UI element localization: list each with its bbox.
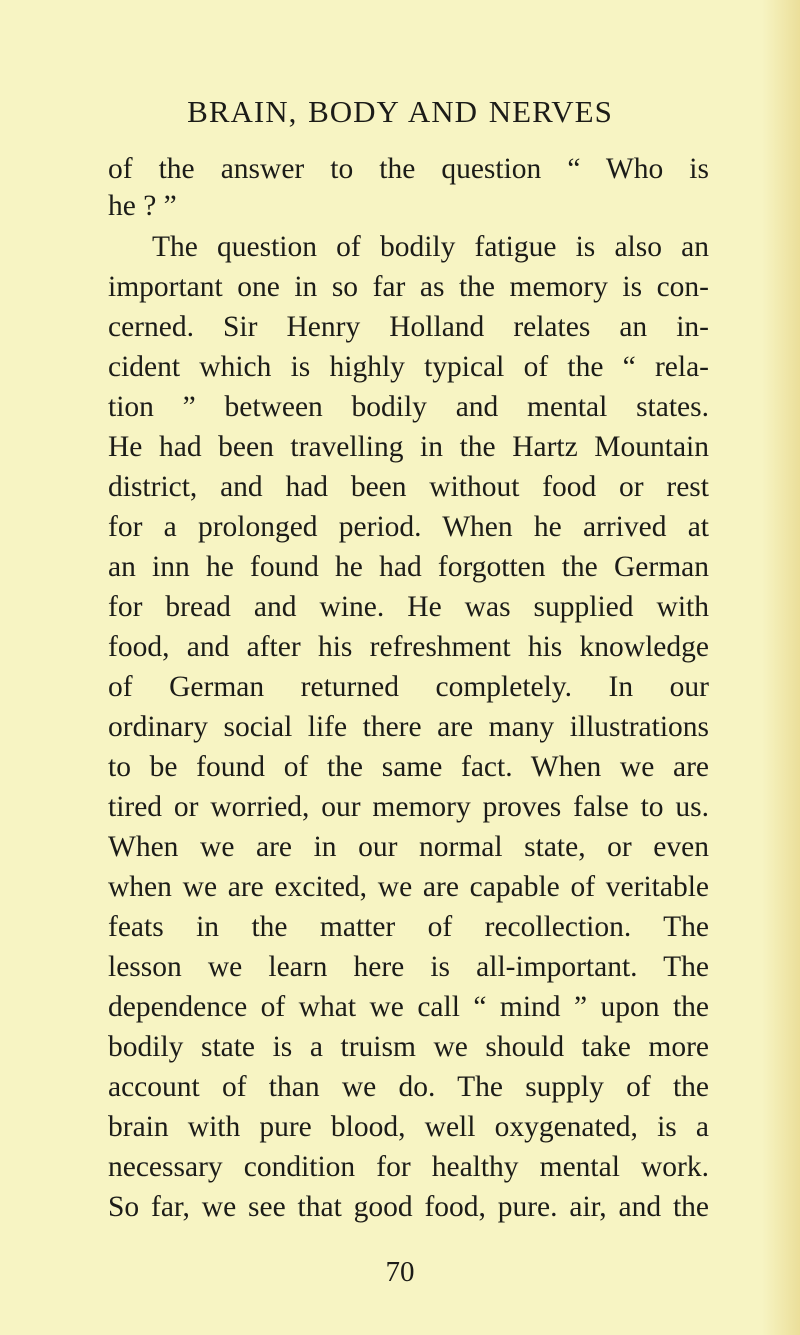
text-line: district, and had been without food or rest [108, 471, 709, 503]
text-line: ordinary social life there are many illustrations [108, 711, 709, 743]
paragraph-first-line: The question of bodily fatigue is also an [152, 231, 709, 263]
text-line: food, and after his refreshment his knowledge [108, 631, 709, 663]
text-line: necessary condition for healthy mental work. [108, 1151, 709, 1183]
text-line: he ? ” [108, 190, 177, 222]
text-line: cident which is highly typical of the “ rela- [108, 351, 709, 383]
text-line: when we are excited, we are capable of veritable [108, 871, 709, 903]
text-line: tion ” between bodily and mental states. [108, 391, 709, 423]
text-line: account of than we do. The supply of the [108, 1071, 709, 1103]
text-line: lesson we learn here is all-important. The [108, 951, 709, 983]
text-line: tired or worried, our memory proves false to us. [108, 791, 709, 823]
text-line: feats in the matter of recollection. The [108, 911, 709, 943]
text-line: for bread and wine. He was supplied with [108, 591, 709, 623]
page-number: 70 [385, 1256, 415, 1288]
text-line: for a prolonged period. When he arrived at [108, 511, 709, 543]
text-line: So far, we see that good food, pure. air, and the [108, 1191, 709, 1223]
text-line: of the answer to the question “ Who is [108, 153, 709, 185]
text-line: of German returned completely. In our [108, 671, 709, 703]
text-line: He had been travelling in the Hartz Mountain [108, 431, 709, 463]
text-line: to be found of the same fact. When we are [108, 751, 709, 783]
text-line: When we are in our normal state, or even [108, 831, 709, 863]
text-line: an inn he found he had forgotten the German [108, 551, 709, 583]
text-line: cerned. Sir Henry Holland relates an in- [108, 311, 709, 343]
text-line: dependence of what we call “ mind ” upon the [108, 991, 709, 1023]
running-head: BRAIN, BODY AND NERVES [187, 94, 613, 129]
text-line: bodily state is a truism we should take more [108, 1031, 709, 1063]
text-line: important one in so far as the memory is con- [108, 271, 709, 303]
text-line: brain with pure blood, well oxygenated, is a [108, 1111, 709, 1143]
